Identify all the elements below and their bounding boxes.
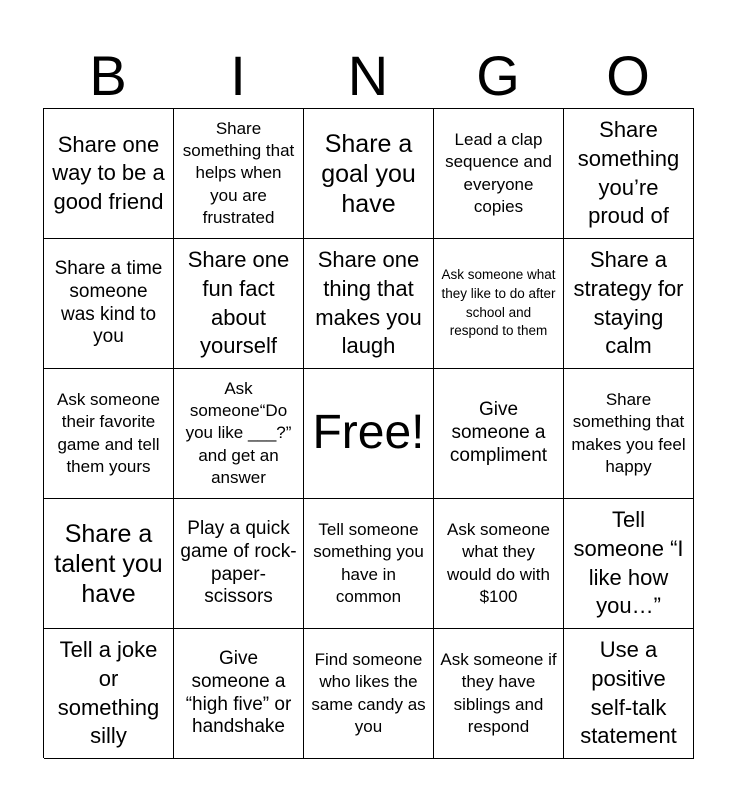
bingo-cell[interactable] <box>434 629 564 759</box>
cell-text: Ask someone what they like to do after school and respond to them <box>441 267 556 339</box>
cell-text: Ask someone“Do you like ___?” and get an answer <box>185 379 292 487</box>
cell-text: Tell a joke or something silly <box>57 637 160 749</box>
bingo-header <box>43 44 693 108</box>
cell-text: Share one way to be a good friend <box>52 131 165 214</box>
bingo-cell[interactable] <box>304 239 434 369</box>
bingo-cell[interactable] <box>564 499 694 629</box>
bingo-cell[interactable] <box>44 239 174 369</box>
header-letter-i: I <box>230 44 246 107</box>
bingo-cell[interactable] <box>434 499 564 629</box>
bingo-cell[interactable] <box>564 109 694 239</box>
cell-text: Share one thing that makes you laugh <box>315 247 422 359</box>
cell-text: Use a positive self-talk statement <box>580 637 677 749</box>
bingo-cell[interactable] <box>434 369 564 499</box>
cell-text: Tell someone something you have in common <box>313 520 424 606</box>
bingo-cell[interactable] <box>174 369 304 499</box>
bingo-cell[interactable] <box>304 499 434 629</box>
cell-text: Ask someone what they would do with $100 <box>446 520 550 606</box>
cell-text: Share something that helps when you are frustrated <box>182 119 295 227</box>
bingo-cell[interactable] <box>174 499 304 629</box>
free-cell[interactable] <box>304 369 434 499</box>
bingo-cell[interactable] <box>44 629 174 759</box>
cell-text: Share one fun fact about yourself <box>187 247 290 359</box>
header-letter-b: B <box>89 44 127 107</box>
bingo-cell[interactable] <box>174 109 304 239</box>
bingo-cell[interactable] <box>174 239 304 369</box>
cell-text: Play a quick game of rock-paper-scissors <box>180 517 297 608</box>
bingo-cell[interactable] <box>304 109 434 239</box>
cell-text: Ask someone their favorite game and tell them yours <box>57 390 160 476</box>
header-letter-n: N <box>347 44 389 107</box>
cell-text: Find someone who likes the same candy as you <box>311 650 426 736</box>
cell-text: Share something that makes you feel happy <box>571 390 686 476</box>
cell-text: Give someone a compliment <box>449 399 548 466</box>
cell-text: Share a talent you have <box>54 519 163 608</box>
cell-text: Give someone a “high five” or handshake <box>185 647 292 738</box>
cell-text: Tell someone “I like how you…” <box>573 507 684 619</box>
bingo-cell[interactable] <box>564 369 694 499</box>
bingo-cell[interactable] <box>44 109 174 239</box>
cell-text: Share something you’re proud of <box>577 117 680 229</box>
bingo-cell[interactable] <box>44 369 174 499</box>
bingo-cell[interactable] <box>44 499 174 629</box>
bingo-cell[interactable] <box>564 239 694 369</box>
bingo-cell[interactable] <box>564 629 694 759</box>
header-letter-g: G <box>476 44 520 107</box>
header-letter-o: O <box>606 44 650 107</box>
bingo-cell[interactable] <box>434 109 564 239</box>
bingo-cell[interactable] <box>174 629 304 759</box>
cell-text: Lead a clap sequence and everyone copies <box>445 130 552 216</box>
cell-text: Share a goal you have <box>321 129 416 218</box>
bingo-board <box>43 108 694 758</box>
bingo-cell[interactable] <box>304 629 434 759</box>
cell-text: Ask someone if they have siblings and respond <box>440 650 557 736</box>
bingo-cell[interactable] <box>434 239 564 369</box>
cell-text: Share a time someone was kind to you <box>54 257 163 348</box>
cell-text: Share a strategy for staying calm <box>573 247 684 359</box>
free-text: Free! <box>312 406 425 460</box>
